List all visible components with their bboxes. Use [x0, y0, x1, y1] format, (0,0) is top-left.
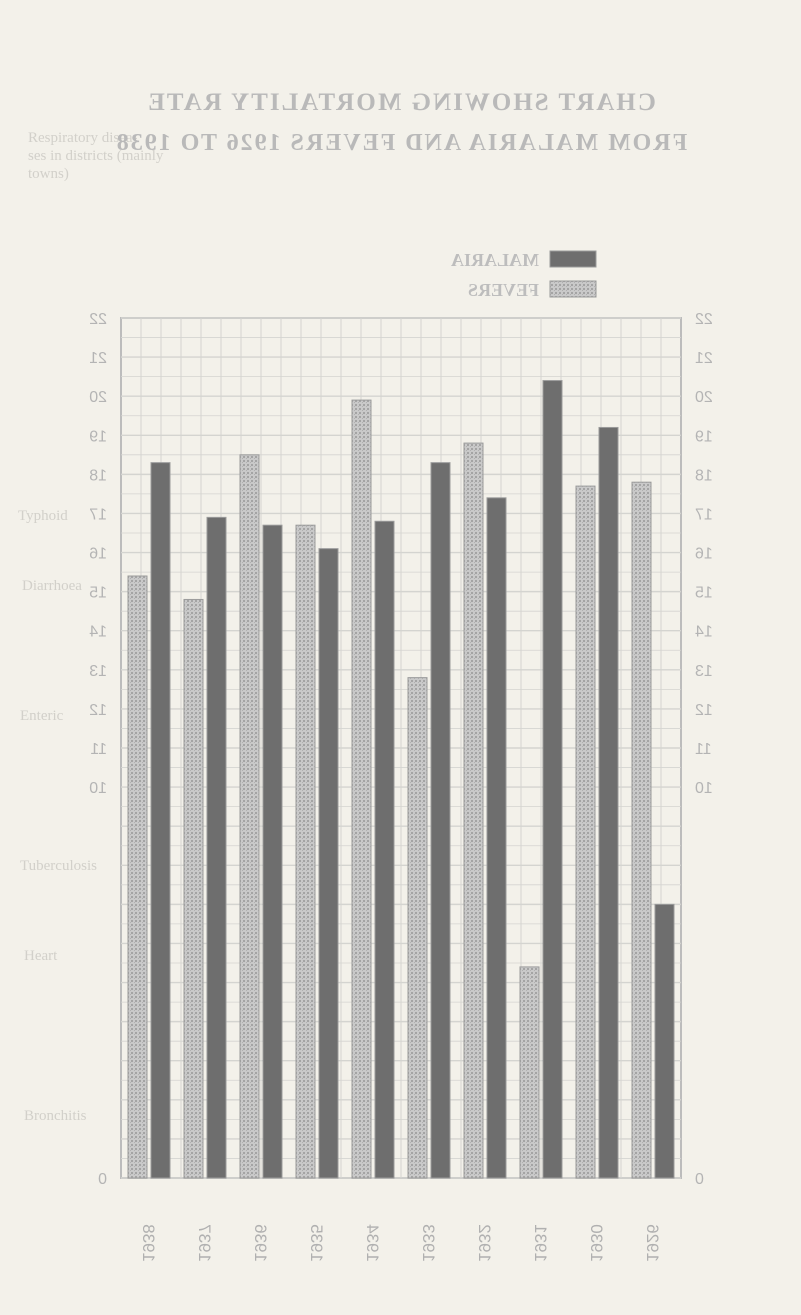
bar-malaria-1926 [655, 904, 674, 1178]
y-tick-label-left: 20 [695, 389, 713, 407]
ghost-line: Bronchitis [24, 1108, 87, 1124]
y-tick-label-left: 0 [695, 1171, 704, 1188]
legend [451, 250, 596, 300]
bar-malaria-1935 [319, 549, 338, 1178]
x-tick-label: 1932 [475, 1224, 494, 1262]
y-tick-label-left: 15 [695, 584, 713, 602]
bar-malaria-1930 [599, 427, 618, 1178]
y-tick-label-left: 16 [695, 545, 713, 563]
x-tick-label: 1934 [363, 1224, 382, 1262]
y-tick-label-left: 21 [695, 350, 713, 368]
bar-malaria-1932 [487, 498, 506, 1178]
y-tick-label-left: 11 [695, 741, 712, 758]
y-tick-label-left: 17 [695, 506, 713, 524]
y-tick-label-left: 22 [695, 311, 713, 328]
x-tick-label: 1933 [419, 1224, 438, 1262]
bar-fevers-1935 [296, 525, 315, 1178]
y-tick-label-right: 20 [89, 389, 107, 407]
bar-fevers-1926 [632, 482, 651, 1178]
grid [121, 318, 681, 1178]
y-tick-label-right: 21 [89, 350, 107, 368]
ghost-line: Heart [24, 948, 58, 964]
chart-subtitle: FROM MALARIA AND FEVERS 1926 TO 1938 [114, 130, 688, 156]
y-tick-label-right: 12 [89, 701, 107, 719]
y-tick-label-left: 12 [695, 701, 713, 719]
x-tick-label: 1936 [251, 1224, 270, 1262]
y-tick-label-right: 16 [89, 545, 107, 563]
x-tick-label: 1938 [139, 1224, 158, 1262]
chart-title: CHART SHOWING MORTALITY RATE [146, 89, 656, 116]
y-tick-label-right: 14 [89, 623, 107, 641]
y-tick-label-right: 15 [89, 584, 107, 602]
legend-label-malaria: MALARIA [451, 250, 539, 270]
bar-malaria-1937 [207, 517, 226, 1178]
x-tick-label: 1926 [643, 1224, 662, 1262]
bar-fevers-1937 [184, 599, 203, 1178]
bar-fevers-1938 [128, 576, 147, 1178]
y-tick-label-right: 0 [98, 1171, 107, 1188]
x-tick-label: 1931 [531, 1224, 550, 1262]
y-tick-label-left: 14 [695, 623, 713, 641]
legend-label-fevers: FEVERS [467, 280, 539, 300]
ghost-line: Tuberculosis [20, 858, 97, 874]
y-tick-label-left: 19 [695, 428, 713, 446]
y-tick-label-right: 13 [89, 662, 107, 680]
bar-fevers-1933 [408, 678, 427, 1178]
y-tick-label-left: 13 [695, 662, 713, 680]
bar-fevers-1936 [240, 455, 259, 1178]
ghost-line: ses in districts (mainly [28, 148, 164, 164]
bar-malaria-1931 [543, 381, 562, 1178]
x-tick-label: 1935 [307, 1224, 326, 1262]
y-tick-label-right: 11 [90, 741, 107, 758]
bar-fevers-1934 [352, 400, 371, 1178]
legend-swatch-malaria [550, 251, 596, 267]
legend-swatch-fevers [550, 281, 596, 297]
bar-malaria-1936 [263, 525, 282, 1178]
x-axis-labels [139, 1224, 662, 1262]
x-tick-label: 1937 [195, 1224, 214, 1262]
ghost-line: Respiratory disea- [28, 130, 138, 146]
y-tick-label-right: 18 [89, 467, 107, 485]
y-tick-label-left: 10 [695, 780, 713, 798]
ghost-line: Enteric [20, 708, 64, 724]
bar-malaria-1934 [375, 521, 394, 1178]
y-tick-label-right: 22 [89, 311, 107, 328]
bar-malaria-1938 [151, 463, 170, 1178]
bar-fevers-1930 [576, 486, 595, 1178]
ghost-line: towns) [28, 166, 69, 182]
x-tick-label: 1930 [587, 1224, 606, 1262]
ghost-line: Typhoid [18, 508, 68, 524]
y-tick-label-right: 10 [89, 780, 107, 798]
y-tick-label-right: 19 [89, 428, 107, 446]
y-tick-label-left: 18 [695, 467, 713, 485]
bar-fevers-1931 [520, 967, 539, 1178]
y-tick-label-right: 17 [89, 506, 107, 524]
bar-malaria-1933 [431, 463, 450, 1178]
bar-fevers-1932 [464, 443, 483, 1178]
ghost-line: Diarrhoea [22, 578, 82, 594]
